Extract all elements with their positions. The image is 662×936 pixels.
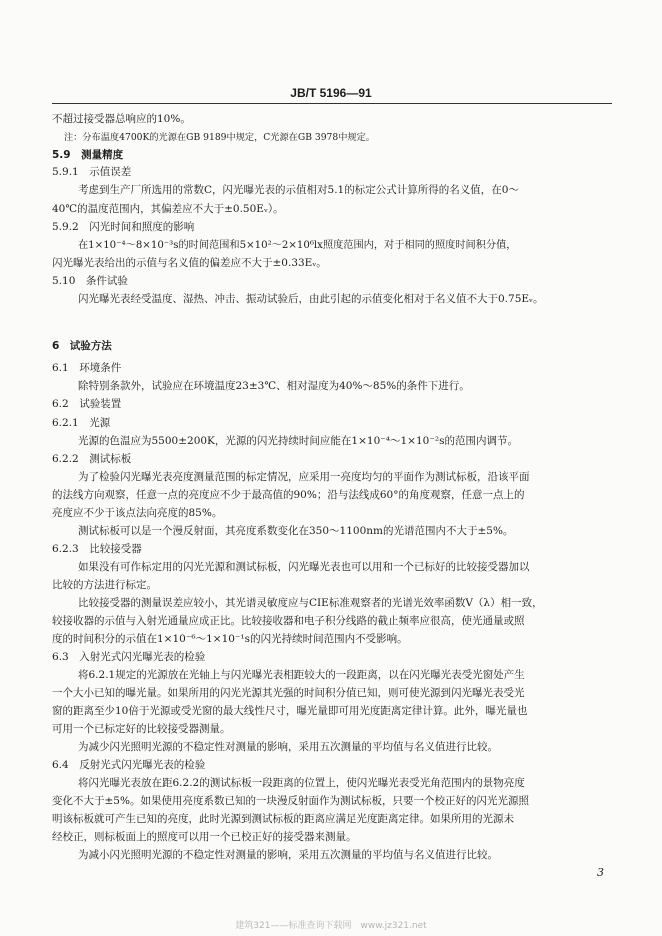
body-line: 比较接受器的测量误差应较小，其光谱灵敏度应与CIE标准观察者的光谱光效率函数V（λ）相一致， bbox=[78, 597, 543, 609]
subsection-heading: 6.2.1 光源 bbox=[52, 417, 111, 429]
subsection-heading: 6.1 环境条件 bbox=[52, 362, 122, 374]
body-line: 为减少闪光照明光源的不稳定性对测量的影响，采用五次测量的平均值与名义值进行比较。 bbox=[78, 741, 498, 753]
subsection-heading: 6.2.3 比较接受器 bbox=[52, 543, 142, 555]
body-line: 窗的距离至少10倍于光源或受光窗的最大线性尺寸，曝光量即可用光度距离定律计算。此外，曝光量也 bbox=[52, 705, 528, 717]
body-line: 较接收器的示值与入射光通量应成正比。比较接收器和电子积分线路的截止频率应很高，使光通量或照 bbox=[52, 615, 525, 627]
body-line: 变化不大于±5%。如果使用亮度系数已知的一块漫反射面作为测试标板，只要一个校正好的闪光光源照 bbox=[52, 795, 529, 807]
body-line: 不超过接受器总响应的10%。 bbox=[52, 113, 191, 125]
body-line: 测试标板可以是一个漫反射面，其亮度系数变化在350～1100nm的光谱范围内不大于±5%。 bbox=[78, 525, 514, 537]
body-line: 经校正，则标板面上的照度可以用一个已校正好的接受器来测量。 bbox=[52, 831, 357, 843]
subsection-heading: 5.9.1 示值误差 bbox=[52, 166, 132, 178]
note-line: 注：分布温度4700K的光源在GB 9189中规定，C光源在GB 3978中规定。 bbox=[64, 132, 375, 143]
body-line: 一个大小已知的曝光量。如果所用的闪光光源其光强的时间积分值已知，则可使光源到闪光曝光表受光 bbox=[52, 687, 525, 699]
body-line: 亮度应不少于该点法向亮度的85%。 bbox=[52, 507, 223, 519]
body-line: 光源的色温应为5500±200K，光源的闪光持续时间应能在1×10⁻⁴～1×10⁻²s的范围内调节。 bbox=[78, 435, 518, 447]
subsection-heading: 5.10 条件试验 bbox=[52, 275, 128, 287]
page-number: 3 bbox=[597, 866, 604, 879]
body-line: 的法线方向观察，任意一点的亮度应不少于最高值的90%；沿与法线成60°的角度观察，任意一点上的 bbox=[52, 489, 525, 501]
watermark: 建筑321——标准查询下载网 www.jz321.net bbox=[235, 921, 427, 931]
section-heading: 5.9 测量精度 bbox=[52, 149, 124, 161]
body-line: 闪光曝光表经受温度、湿热、冲击、振动试验后，由此引起的示值变化相对于名义值不大于0.75Eᵥ。 bbox=[78, 293, 544, 305]
subsection-heading: 6.3 入射光式闪光曝光表的检验 bbox=[52, 651, 206, 663]
body-line: 在1×10⁻⁴～8×10⁻³s的时间范围和5×10²～2×10⁶lx照度范围内，对于相同的照度时间积分值， bbox=[78, 240, 517, 251]
body-line: 可用一个已标定好的比较接受器测量。 bbox=[52, 723, 231, 735]
subsection-heading: 6.4 反射光式闪光曝光表的检验 bbox=[52, 759, 206, 771]
document-code: JB/T 5196—91 bbox=[290, 86, 372, 100]
body-line: 为减小闪光照明光源的不稳定性对测量的影响，采用五次测量的平均值与名义值进行比较。 bbox=[78, 849, 498, 861]
body-line: 闪光曝光表给出的示值与名义值的偏差应不大于±0.33Eᵥ。 bbox=[52, 257, 327, 269]
body-line: 为了检验闪光曝光表亮度测量范围的标定情况，应采用一亮度均匀的平面作为测试标板，沿该平面 bbox=[78, 471, 530, 483]
body-line: 如果没有可作标定用的闪光光源和测试标板，闪光曝光表也可以用和一个已标好的比较接受器加以 bbox=[78, 561, 530, 573]
body-line: 将6.2.1规定的光源放在光轴上与闪光曝光表相距较大的一段距离，以在闪光曝光表受光窗处产生 bbox=[78, 669, 525, 681]
subsection-heading: 6.2 试验装置 bbox=[52, 398, 122, 410]
body-line: 明该标板就可产生已知的亮度，此时光源到测试标板的距离应满足光度距离定律。如果所用的光源未 bbox=[52, 813, 514, 825]
header-rule bbox=[52, 103, 612, 104]
body-line: 度的时间积分的示值在1×10⁻⁶～1×10⁻¹s的闪光持续时间范围内不受影响。 bbox=[52, 633, 408, 645]
chapter-heading: 6 试验方法 bbox=[52, 340, 112, 352]
body-line: 考虑到生产厂所选用的常数C，闪光曝光表的示值相对5.1的标定公式计算所得的名义值，在0～ bbox=[78, 184, 519, 196]
body-line: 将闪光曝光表放在距6.2.2的测试标板一段距离的位置上，使闪光曝光表受光角范围内的景物亮度 bbox=[78, 777, 525, 789]
body-line: 比较的方法进行标定。 bbox=[52, 579, 157, 591]
body-line: 40℃的温度范围内，其偏差应不大于±0.50Eᵥ）。 bbox=[52, 203, 284, 215]
subsection-heading: 6.2.2 测试标板 bbox=[52, 453, 132, 465]
body-line: 除特别条款外，试验应在环境温度23±3℃、相对湿度为40%～85%的条件下进行。 bbox=[78, 380, 470, 392]
subsection-heading: 5.9.2 闪光时间和照度的影响 bbox=[52, 221, 195, 233]
